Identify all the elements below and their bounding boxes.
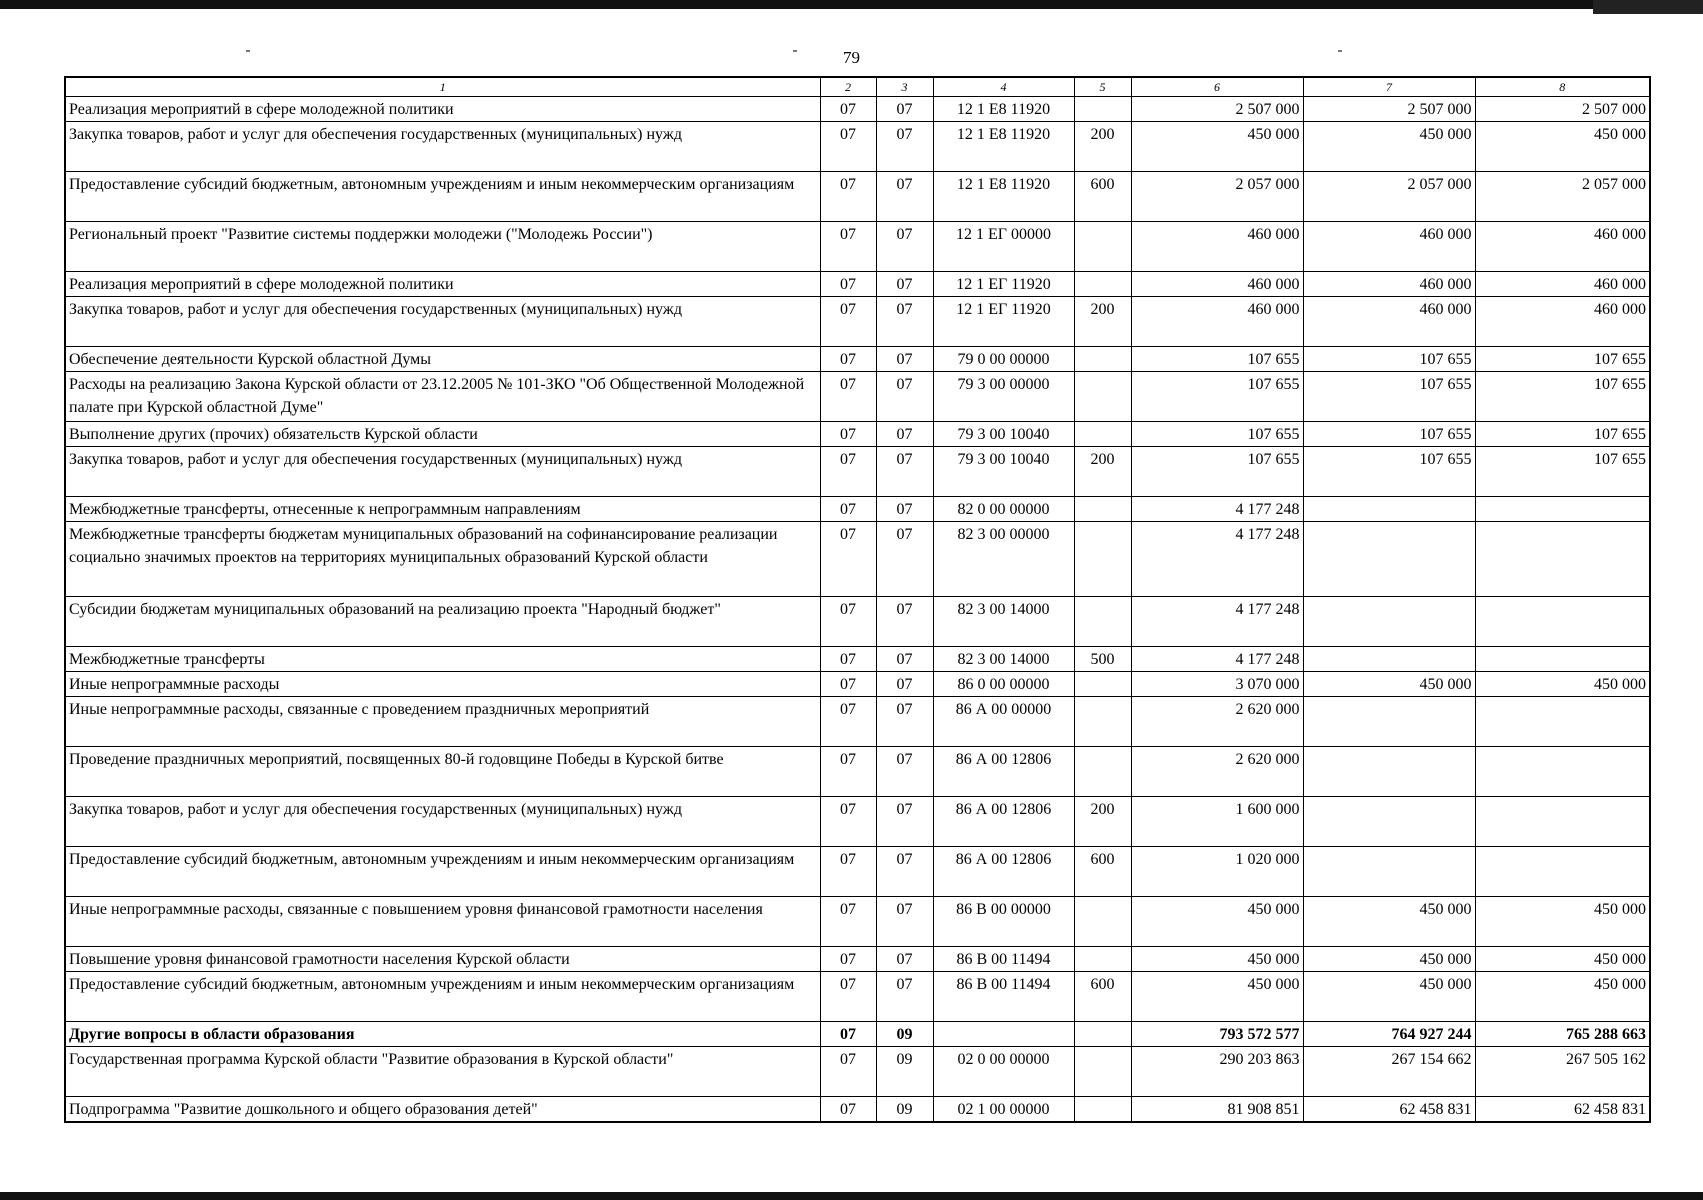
row-subsection: 09 bbox=[876, 1047, 933, 1097]
table-row bbox=[65, 597, 1650, 647]
row-subsection: 07 bbox=[876, 497, 933, 522]
row-amount-6: 1 600 000 bbox=[1131, 797, 1303, 847]
row-name: Выполнение других (прочих) обязательств Курской области bbox=[65, 422, 820, 447]
row-expense-type bbox=[1074, 1047, 1131, 1097]
row-amount-8 bbox=[1475, 797, 1650, 847]
scan-border-top bbox=[0, 0, 1703, 9]
row-amount-6: 793 572 577 bbox=[1131, 1022, 1303, 1047]
row-subsection: 07 bbox=[876, 947, 933, 972]
row-amount-8: 107 655 bbox=[1475, 447, 1650, 497]
row-amount-8: 2 507 000 bbox=[1475, 97, 1650, 122]
table-row bbox=[65, 672, 1650, 697]
row-amount-6: 4 177 248 bbox=[1131, 597, 1303, 647]
table-row bbox=[65, 1097, 1650, 1123]
row-name: Субсидии бюджетам муниципальных образований на реализацию проекта "Народный бюджет" bbox=[65, 597, 820, 647]
row-section: 07 bbox=[820, 222, 876, 272]
row-amount-7 bbox=[1303, 497, 1475, 522]
row-amount-6: 2 057 000 bbox=[1131, 172, 1303, 222]
row-amount-7 bbox=[1303, 747, 1475, 797]
scan-border-bottom bbox=[0, 1192, 1703, 1200]
row-subsection: 07 bbox=[876, 522, 933, 597]
row-subsection: 07 bbox=[876, 847, 933, 897]
row-expense-type: 600 bbox=[1074, 972, 1131, 1022]
row-name: Закупка товаров, работ и услуг для обеспечения государственных (муниципальных) нужд bbox=[65, 447, 820, 497]
row-name: Предоставление субсидий бюджетным, автономным учреждениям и иным некоммерческим организациям bbox=[65, 972, 820, 1022]
row-amount-7 bbox=[1303, 797, 1475, 847]
row-target-code: 12 1 ЕГ 00000 bbox=[933, 222, 1074, 272]
table-row bbox=[65, 897, 1650, 947]
row-name: Межбюджетные трансферты, отнесенные к непрограммным направлениям bbox=[65, 497, 820, 522]
row-section: 07 bbox=[820, 1022, 876, 1047]
row-amount-8: 107 655 bbox=[1475, 422, 1650, 447]
row-expense-type bbox=[1074, 497, 1131, 522]
row-amount-8: 460 000 bbox=[1475, 297, 1650, 347]
row-amount-8 bbox=[1475, 522, 1650, 597]
row-amount-8 bbox=[1475, 647, 1650, 672]
row-subsection: 07 bbox=[876, 422, 933, 447]
row-expense-type bbox=[1074, 372, 1131, 422]
row-section: 07 bbox=[820, 797, 876, 847]
row-name: Реализация мероприятий в сфере молодежной политики bbox=[65, 272, 820, 297]
row-target-code: 86 В 00 11494 bbox=[933, 972, 1074, 1022]
table-row bbox=[65, 847, 1650, 897]
row-subsection: 07 bbox=[876, 372, 933, 422]
row-amount-6: 2 620 000 bbox=[1131, 697, 1303, 747]
row-amount-6: 107 655 bbox=[1131, 422, 1303, 447]
table-row bbox=[65, 697, 1650, 747]
row-amount-7 bbox=[1303, 697, 1475, 747]
row-section: 07 bbox=[820, 497, 876, 522]
row-target-code: 86 А 00 12806 bbox=[933, 797, 1074, 847]
row-amount-8 bbox=[1475, 697, 1650, 747]
row-target-code: 79 3 00 10040 bbox=[933, 447, 1074, 497]
row-amount-7: 107 655 bbox=[1303, 447, 1475, 497]
row-expense-type bbox=[1074, 747, 1131, 797]
row-section: 07 bbox=[820, 347, 876, 372]
row-expense-type bbox=[1074, 1097, 1131, 1123]
row-target-code: 86 0 00 00000 bbox=[933, 672, 1074, 697]
row-amount-8: 460 000 bbox=[1475, 222, 1650, 272]
row-subsection: 07 bbox=[876, 797, 933, 847]
row-section: 07 bbox=[820, 697, 876, 747]
header-cell-6: 6 bbox=[1131, 77, 1303, 97]
row-name: Закупка товаров, работ и услуг для обеспечения государственных (муниципальных) нужд bbox=[65, 797, 820, 847]
row-amount-8 bbox=[1475, 847, 1650, 897]
table-row bbox=[65, 347, 1650, 372]
row-section: 07 bbox=[820, 647, 876, 672]
table-row bbox=[65, 497, 1650, 522]
row-amount-8: 450 000 bbox=[1475, 972, 1650, 1022]
row-subsection: 07 bbox=[876, 647, 933, 672]
row-expense-type bbox=[1074, 1022, 1131, 1047]
row-name: Реализация мероприятий в сфере молодежной политики bbox=[65, 97, 820, 122]
header-cell-2: 2 bbox=[820, 77, 876, 97]
row-amount-6: 460 000 bbox=[1131, 297, 1303, 347]
row-name: Предоставление субсидий бюджетным, автономным учреждениям и иным некоммерческим организациям bbox=[65, 172, 820, 222]
row-amount-6: 450 000 bbox=[1131, 972, 1303, 1022]
row-subsection: 07 bbox=[876, 897, 933, 947]
row-amount-8: 765 288 663 bbox=[1475, 1022, 1650, 1047]
row-amount-6: 450 000 bbox=[1131, 122, 1303, 172]
table-row bbox=[65, 647, 1650, 672]
header-cell-3: 3 bbox=[876, 77, 933, 97]
table-row bbox=[65, 747, 1650, 797]
row-expense-type: 200 bbox=[1074, 122, 1131, 172]
row-amount-6: 460 000 bbox=[1131, 222, 1303, 272]
table-row bbox=[65, 422, 1650, 447]
row-amount-8 bbox=[1475, 497, 1650, 522]
row-name: Проведение праздничных мероприятий, посвященных 80-й годовщине Победы в Курской битве bbox=[65, 747, 820, 797]
row-expense-type: 200 bbox=[1074, 447, 1131, 497]
header-row bbox=[65, 77, 1650, 97]
row-expense-type bbox=[1074, 897, 1131, 947]
row-expense-type bbox=[1074, 272, 1131, 297]
header-cell-8: 8 bbox=[1475, 77, 1650, 97]
row-section: 07 bbox=[820, 172, 876, 222]
row-target-code: 79 3 00 00000 bbox=[933, 372, 1074, 422]
row-section: 07 bbox=[820, 522, 876, 597]
row-target-code: 86 В 00 00000 bbox=[933, 897, 1074, 947]
row-target-code: 12 1 ЕГ 11920 bbox=[933, 272, 1074, 297]
row-expense-type: 600 bbox=[1074, 172, 1131, 222]
row-name: Региональный проект "Развитие системы поддержки молодежи ("Молодежь России") bbox=[65, 222, 820, 272]
row-amount-7 bbox=[1303, 647, 1475, 672]
row-name: Иные непрограммные расходы, связанные с повышением уровня финансовой грамотности населения bbox=[65, 897, 820, 947]
table-row bbox=[65, 522, 1650, 597]
row-amount-8 bbox=[1475, 747, 1650, 797]
row-amount-8: 450 000 bbox=[1475, 122, 1650, 172]
row-amount-6: 450 000 bbox=[1131, 897, 1303, 947]
row-target-code: 82 0 00 00000 bbox=[933, 497, 1074, 522]
row-name: Иные непрограммные расходы bbox=[65, 672, 820, 697]
row-amount-8: 450 000 bbox=[1475, 947, 1650, 972]
row-name: Предоставление субсидий бюджетным, автономным учреждениям и иным некоммерческим организациям bbox=[65, 847, 820, 897]
row-subsection: 07 bbox=[876, 97, 933, 122]
row-amount-7: 2 057 000 bbox=[1303, 172, 1475, 222]
row-expense-type bbox=[1074, 522, 1131, 597]
row-target-code: 02 0 00 00000 bbox=[933, 1047, 1074, 1097]
row-amount-7 bbox=[1303, 522, 1475, 597]
budget-table bbox=[64, 76, 1651, 1123]
row-amount-6: 4 177 248 bbox=[1131, 497, 1303, 522]
row-amount-7: 460 000 bbox=[1303, 297, 1475, 347]
row-section: 07 bbox=[820, 422, 876, 447]
row-subsection: 07 bbox=[876, 122, 933, 172]
row-subsection: 07 bbox=[876, 972, 933, 1022]
row-amount-7: 107 655 bbox=[1303, 422, 1475, 447]
table-row bbox=[65, 122, 1650, 172]
row-amount-7: 267 154 662 bbox=[1303, 1047, 1475, 1097]
row-amount-8: 107 655 bbox=[1475, 347, 1650, 372]
row-amount-6: 4 177 248 bbox=[1131, 522, 1303, 597]
row-expense-type: 200 bbox=[1074, 797, 1131, 847]
row-amount-8 bbox=[1475, 597, 1650, 647]
table-row bbox=[65, 372, 1650, 422]
scan-artifact bbox=[1593, 0, 1703, 14]
row-amount-7: 107 655 bbox=[1303, 372, 1475, 422]
row-subsection: 07 bbox=[876, 597, 933, 647]
row-subsection: 09 bbox=[876, 1022, 933, 1047]
row-section: 07 bbox=[820, 372, 876, 422]
row-target-code: 79 0 00 00000 bbox=[933, 347, 1074, 372]
row-amount-6: 107 655 bbox=[1131, 447, 1303, 497]
row-target-code: 86 А 00 12806 bbox=[933, 747, 1074, 797]
table-row bbox=[65, 447, 1650, 497]
row-expense-type bbox=[1074, 597, 1131, 647]
table-row bbox=[65, 972, 1650, 1022]
row-section: 07 bbox=[820, 122, 876, 172]
header-cell-1: 1 bbox=[65, 77, 820, 97]
row-amount-6: 450 000 bbox=[1131, 947, 1303, 972]
row-amount-7: 62 458 831 bbox=[1303, 1097, 1475, 1123]
row-subsection: 07 bbox=[876, 297, 933, 347]
row-expense-type bbox=[1074, 422, 1131, 447]
row-amount-6: 2 620 000 bbox=[1131, 747, 1303, 797]
row-amount-6: 2 507 000 bbox=[1131, 97, 1303, 122]
row-target-code: 86 В 00 11494 bbox=[933, 947, 1074, 972]
row-name: Другие вопросы в области образования bbox=[65, 1022, 820, 1047]
row-target-code: 86 А 00 12806 bbox=[933, 847, 1074, 897]
row-name: Государственная программа Курской области "Развитие образования в Курской области" bbox=[65, 1047, 820, 1097]
table-row bbox=[65, 947, 1650, 972]
row-amount-7: 764 927 244 bbox=[1303, 1022, 1475, 1047]
row-amount-7: 450 000 bbox=[1303, 122, 1475, 172]
row-name: Расходы на реализацию Закона Курской области от 23.12.2005 № 101-ЗКО "Об Общественной Молодежной палате при Курской областной Думе" bbox=[65, 372, 820, 422]
table-row bbox=[65, 297, 1650, 347]
row-subsection: 07 bbox=[876, 672, 933, 697]
row-name: Межбюджетные трансферты bbox=[65, 647, 820, 672]
header-cell-7: 7 bbox=[1303, 77, 1475, 97]
row-subsection: 07 bbox=[876, 697, 933, 747]
row-amount-8: 62 458 831 bbox=[1475, 1097, 1650, 1123]
row-target-code: 12 1 Е8 11920 bbox=[933, 172, 1074, 222]
row-section: 07 bbox=[820, 672, 876, 697]
row-target-code bbox=[933, 1022, 1074, 1047]
row-amount-7 bbox=[1303, 597, 1475, 647]
row-target-code: 02 1 00 00000 bbox=[933, 1097, 1074, 1123]
row-amount-7: 460 000 bbox=[1303, 222, 1475, 272]
row-section: 07 bbox=[820, 447, 876, 497]
row-amount-6: 107 655 bbox=[1131, 372, 1303, 422]
row-name: Повышение уровня финансовой грамотности населения Курской области bbox=[65, 947, 820, 972]
row-section: 07 bbox=[820, 297, 876, 347]
row-amount-6: 1 020 000 bbox=[1131, 847, 1303, 897]
table-row bbox=[65, 222, 1650, 272]
row-target-code: 79 3 00 10040 bbox=[933, 422, 1074, 447]
row-target-code: 12 1 Е8 11920 bbox=[933, 97, 1074, 122]
row-expense-type bbox=[1074, 97, 1131, 122]
row-amount-7 bbox=[1303, 847, 1475, 897]
row-target-code: 12 1 ЕГ 11920 bbox=[933, 297, 1074, 347]
row-section: 07 bbox=[820, 1097, 876, 1123]
row-section: 07 bbox=[820, 947, 876, 972]
row-amount-7: 2 507 000 bbox=[1303, 97, 1475, 122]
row-subsection: 07 bbox=[876, 447, 933, 497]
row-amount-6: 81 908 851 bbox=[1131, 1097, 1303, 1123]
row-section: 07 bbox=[820, 897, 876, 947]
row-target-code: 86 А 00 00000 bbox=[933, 697, 1074, 747]
table-row bbox=[65, 272, 1650, 297]
row-amount-6: 460 000 bbox=[1131, 272, 1303, 297]
row-amount-7: 450 000 bbox=[1303, 947, 1475, 972]
row-section: 07 bbox=[820, 97, 876, 122]
row-name: Межбюджетные трансферты бюджетам муниципальных образований на софинансирование реализации социально значимых проектов на территориях муниципальных образований Курской области bbox=[65, 522, 820, 597]
row-expense-type: 500 bbox=[1074, 647, 1131, 672]
row-target-code: 12 1 Е8 11920 bbox=[933, 122, 1074, 172]
row-subsection: 07 bbox=[876, 172, 933, 222]
row-subsection: 09 bbox=[876, 1097, 933, 1123]
header-cell-4: 4 bbox=[933, 77, 1074, 97]
row-section: 07 bbox=[820, 597, 876, 647]
row-amount-8: 107 655 bbox=[1475, 372, 1650, 422]
row-subsection: 07 bbox=[876, 222, 933, 272]
row-name: Закупка товаров, работ и услуг для обеспечения государственных (муниципальных) нужд bbox=[65, 297, 820, 347]
row-expense-type: 200 bbox=[1074, 297, 1131, 347]
page-number: 79 bbox=[843, 48, 860, 67]
row-section: 07 bbox=[820, 972, 876, 1022]
row-section: 07 bbox=[820, 747, 876, 797]
row-amount-7: 450 000 bbox=[1303, 972, 1475, 1022]
row-subsection: 07 bbox=[876, 272, 933, 297]
row-amount-8: 450 000 bbox=[1475, 672, 1650, 697]
row-expense-type bbox=[1074, 697, 1131, 747]
row-name: Обеспечение деятельности Курской областной Думы bbox=[65, 347, 820, 372]
row-subsection: 07 bbox=[876, 747, 933, 797]
row-amount-7: 460 000 bbox=[1303, 272, 1475, 297]
row-expense-type bbox=[1074, 347, 1131, 372]
row-section: 07 bbox=[820, 1047, 876, 1097]
row-name: Подпрограмма "Развитие дошкольного и общего образования детей" bbox=[65, 1097, 820, 1123]
row-amount-7: 450 000 bbox=[1303, 672, 1475, 697]
row-expense-type bbox=[1074, 222, 1131, 272]
row-name: Иные непрограммные расходы, связанные с проведением праздничных мероприятий bbox=[65, 697, 820, 747]
table-row bbox=[65, 1047, 1650, 1097]
row-amount-8: 267 505 162 bbox=[1475, 1047, 1650, 1097]
row-amount-6: 3 070 000 bbox=[1131, 672, 1303, 697]
row-target-code: 82 3 00 00000 bbox=[933, 522, 1074, 597]
row-expense-type bbox=[1074, 672, 1131, 697]
row-amount-8: 2 057 000 bbox=[1475, 172, 1650, 222]
row-amount-6: 290 203 863 bbox=[1131, 1047, 1303, 1097]
row-amount-8: 450 000 bbox=[1475, 897, 1650, 947]
row-section: 07 bbox=[820, 272, 876, 297]
row-amount-6: 107 655 bbox=[1131, 347, 1303, 372]
row-expense-type bbox=[1074, 947, 1131, 972]
table-row-section-total bbox=[65, 1022, 1650, 1047]
row-target-code: 82 3 00 14000 bbox=[933, 597, 1074, 647]
header-cell-5: 5 bbox=[1074, 77, 1131, 97]
row-name: Закупка товаров, работ и услуг для обеспечения государственных (муниципальных) нужд bbox=[65, 122, 820, 172]
table-row bbox=[65, 797, 1650, 847]
table-row bbox=[65, 172, 1650, 222]
row-amount-7: 107 655 bbox=[1303, 347, 1475, 372]
row-amount-6: 4 177 248 bbox=[1131, 647, 1303, 672]
row-amount-7: 450 000 bbox=[1303, 897, 1475, 947]
row-subsection: 07 bbox=[876, 347, 933, 372]
table-row bbox=[65, 97, 1650, 122]
row-amount-8: 460 000 bbox=[1475, 272, 1650, 297]
row-expense-type: 600 bbox=[1074, 847, 1131, 897]
row-target-code: 82 3 00 14000 bbox=[933, 647, 1074, 672]
row-section: 07 bbox=[820, 847, 876, 897]
